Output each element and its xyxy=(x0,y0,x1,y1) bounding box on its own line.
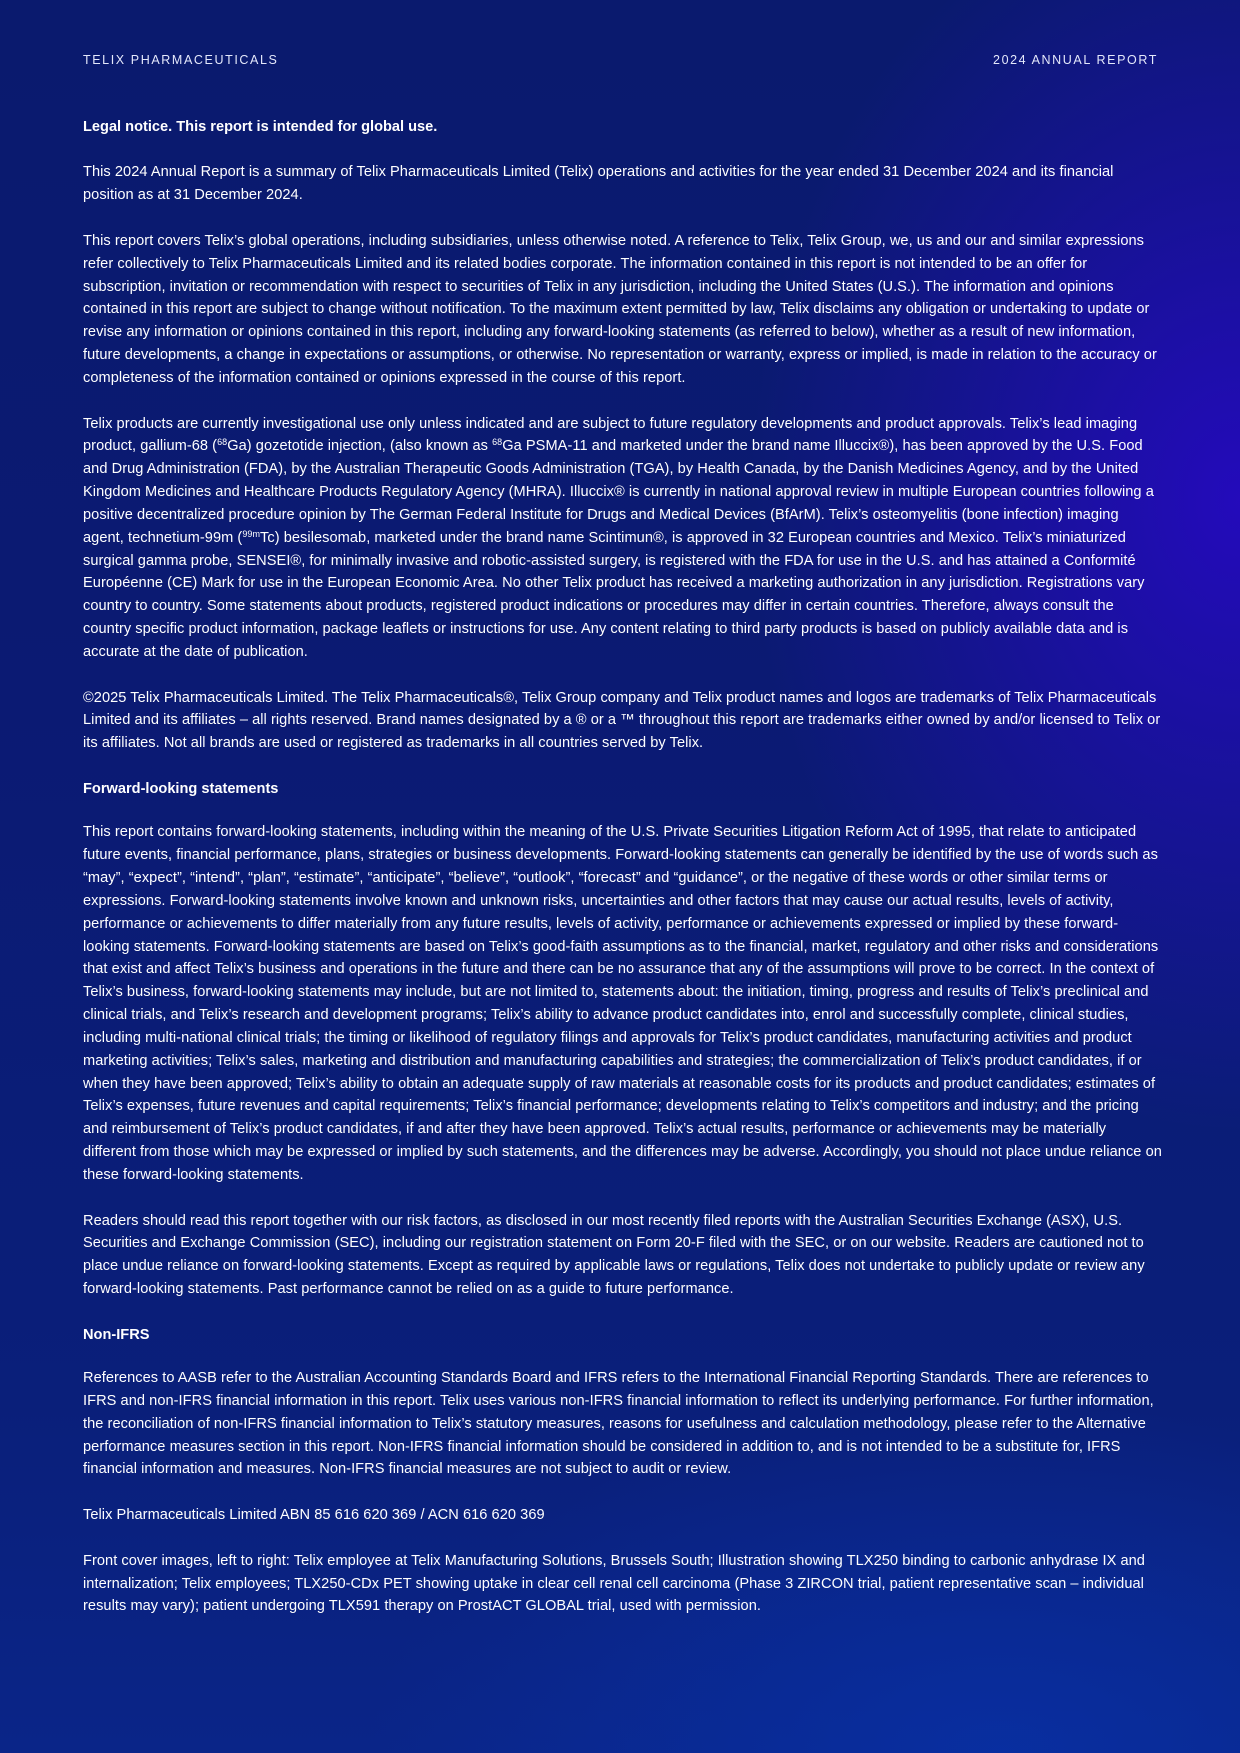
non-ifrs-paragraph: References to AASB refer to the Australian Accounting Standards Board and IFRS refers to the International Financial Reporting Standards. There are references to IFRS and non-IFRS financial information in this report. Telix uses various non-IFRS financial information to reflect its underlying performance. For further information, the reconciliation of non-IFRS financial information to Telix’s statutory measures, reasons for usefulness and calculation methodology, please refer to the Alternative performance measures section in this report. Non-IFRS financial information should be considered in addition to, and is not intended to be a substitute for, IFRS financial information and measures. Non-IFRS financial measures are not subject to audit or review. xyxy=(83,1370,1154,1478)
legal-notice-paragraph-3 xyxy=(83,413,1163,664)
legal-notice-paragraph-2: This report covers Telix’s global operations, including subsidiaries, unless otherwise noted. A reference to Telix, Telix Group, we, us and our and similar expressions refer collectively to Telix Pharmaceuticals Limited and its related bodies corporate. The information contained in this report is not intended to be an offer for subscription, invitation or recommendation with respect to securities of Telix in any jurisdiction, including the United States (U.S.). The information and opinions contained in this report are subject to change without notification. To the maximum extent permitted by law, Telix disclaims any obligation or undertaking to update or revise any information or opinions contained in this report, including any forward-looking statements (as referred to below), whether as a result of new information, future developments, a change in expectations or assumptions, or otherwise. No representation or warranty, express or implied, is made in relation to the accuracy or completeness of the information contained or opinions expressed in the course of this report. xyxy=(83,232,1157,386)
superscript: 99m xyxy=(242,528,261,539)
forward-looking-paragraph-2: Readers should read this report together with our risk factors, as disclosed in our most recently filed reports with the Australian Securities Exchange (ASX), U.S. Securities and Exchange Commission (SEC), including our registration statement on Form 20-F filed with the SEC, or on our website. Readers are cautioned not to place undue reliance on forward-looking statements. Except as required by applicable laws or regulations, Telix does not undertake to publicly update or review any forward-looking statements. Past performance cannot be relied on as a guide to future performance. xyxy=(83,1212,1145,1298)
text-run: Ga PSMA-11 and marketed under the brand name Illuccix®), has been approved by the U.S. Food and Drug Administration (FDA), by the Australian Therapeutic Goods Administration (TGA), by Health Canada, by the Danish Medicines Agency, and by the United Kingdom Medicines and Healthcare Products Regulatory Agency (MHRA). Illuccix® is currently in national approval review in multiple European countries following a positive decentralized procedure opinion by The German Federal Institute for Drugs and Medical Devices (BfArM). Telix’s osteomyelitis (bone infection) imaging agent, technetium-99m ( xyxy=(83,438,1154,546)
legal-notice-heading: Legal notice. This report is intended for global use. xyxy=(83,119,438,135)
legal-notice-paragraph-1: This 2024 Annual Report is a summary of Telix Pharmaceuticals Limited (Telix) operations and activities for the year ended 31 December 2024 and its financial position as at 31 December 2024. xyxy=(83,164,1114,204)
document-body xyxy=(83,116,1163,1641)
page-header xyxy=(83,53,1158,67)
text-run: Tc) besilesomab, marketed under the brand name Scintimun®, is approved in 32 European countries and Mexico. Telix’s miniaturized surgical gamma probe, SENSEI®, for minimally invasive and robotic-assisted surgery, is registered with the FDA for use in the U.S. and has attained a Conformité Européenne (CE) Mark for use in the European Economic Area. No other Telix product has received a marketing authorization in any jurisdiction. Registrations vary country to country. Some statements about products, registered product indications or procedures may differ in certain countries. Therefore, always consult the country specific product information, package leaflets or instructions for use. Any content relating to third party products is based on publicly available data and is accurate at the date of publication. xyxy=(83,529,1145,660)
forward-looking-paragraph-1: This report contains forward-looking statements, including within the meaning of the U.S. Private Securities Litigation Reform Act of 1995, that relate to anticipated future events, financial performance, plans, strategies or business developments. Forward-looking statements can generally be identified by the use of words such as “may”, “expect”, “intend”, “plan”, “estimate”, “anticipate”, “believe”, “outlook”, “forecast” and “guidance”, or the negative of these words or other similar terms or expressions. Forward-looking statements involve known and unknown risks, uncertainties and other factors that may cause our actual results, levels of activity, performance or achievements to differ materially from any future results, levels of activity, performance or achievements expressed or implied by these forward-looking statements. Forward-looking statements are based on Telix’s good-faith assumptions as to the financial, market, regulatory and other risks and considerations that exist and affect Telix’s business and operations in the future and there can be no assurance that any of the assumptions will prove to be correct. In the context of Telix’s business, forward-looking statements may include, but are not limited to, statements about: the initiation, timing, progress and results of Telix’s preclinical and clinical trials, and Telix’s research and development programs; Telix’s ability to advance product candidates into, enrol and successfully complete, clinical studies, including multi-national clinical trials; the timing or likelihood of regulatory filings and approvals for Telix’s product candidates, manufacturing activities and product marketing activities; Telix’s sales, marketing and distribution and manufacturing capabilities and strategies; the commercialization of Telix’s product candidates, if or when they have been approved; Telix’s ability to obtain an adequate supply of raw materials at reasonable costs for its products and product candidates; estimates of Telix’s expenses, future revenues and capital requirements; Telix’s financial performance; developments relating to Telix’s competitors and industry; and the pricing and reimbursement of Telix’s product candidates, if and after they have been approved. Telix’s actual results, performance or achievements may be materially different from those which may be expressed or implied by such statements, and the differences may be adverse. Accordingly, you should not place undue reliance on these forward-looking statements. xyxy=(83,824,1162,1183)
forward-looking-heading: Forward-looking statements xyxy=(83,780,279,797)
trademark-paragraph: ©2025 Telix Pharmaceuticals Limited. The Telix Pharmaceuticals®, Telix Group company and Telix product names and logos are trademarks of Telix Pharmaceuticals Limited and its affiliates – all rights reserved. Brand names designated by a ® or a ™ throughout this report are trademarks either owned by and/or licensed to Telix or its affiliates. Not all brands are used or registered as trademarks in all countries served by Telix. xyxy=(83,689,1161,752)
company-registration: Telix Pharmaceuticals Limited ABN 85 616 620 369 / ACN 616 620 369 xyxy=(83,1507,545,1524)
text-run: Telix products are currently investigational use only unless indicated and are subject to future regulatory developments and product approvals. Telix’s lead imaging product, gallium-68 ( xyxy=(83,415,1138,455)
superscript: 68 xyxy=(492,437,503,448)
text-run: Ga) gozetotide injection, (also known as xyxy=(227,438,493,455)
superscript: 68 xyxy=(217,437,228,448)
header-report-title: 2024 ANNUAL REPORT xyxy=(993,53,1158,67)
front-cover-caption: Front cover images, left to right: Telix employee at Telix Manufacturing Solutions, Brussels South; Illustration showing TLX250 binding to carbonic anhydrase IX and internalization; Telix employees; TLX250-CDx PET showing uptake in clear cell renal cell carcinoma (Phase 3 ZIRCON trial, patient representative scan – individual results may vary); patient undergoing TLX591 therapy on ProstACT GLOBAL trial, used with permission. xyxy=(83,1552,1145,1615)
non-ifrs-heading: Non-IFRS xyxy=(83,1326,150,1343)
header-company: TELIX PHARMACEUTICALS xyxy=(83,53,279,67)
